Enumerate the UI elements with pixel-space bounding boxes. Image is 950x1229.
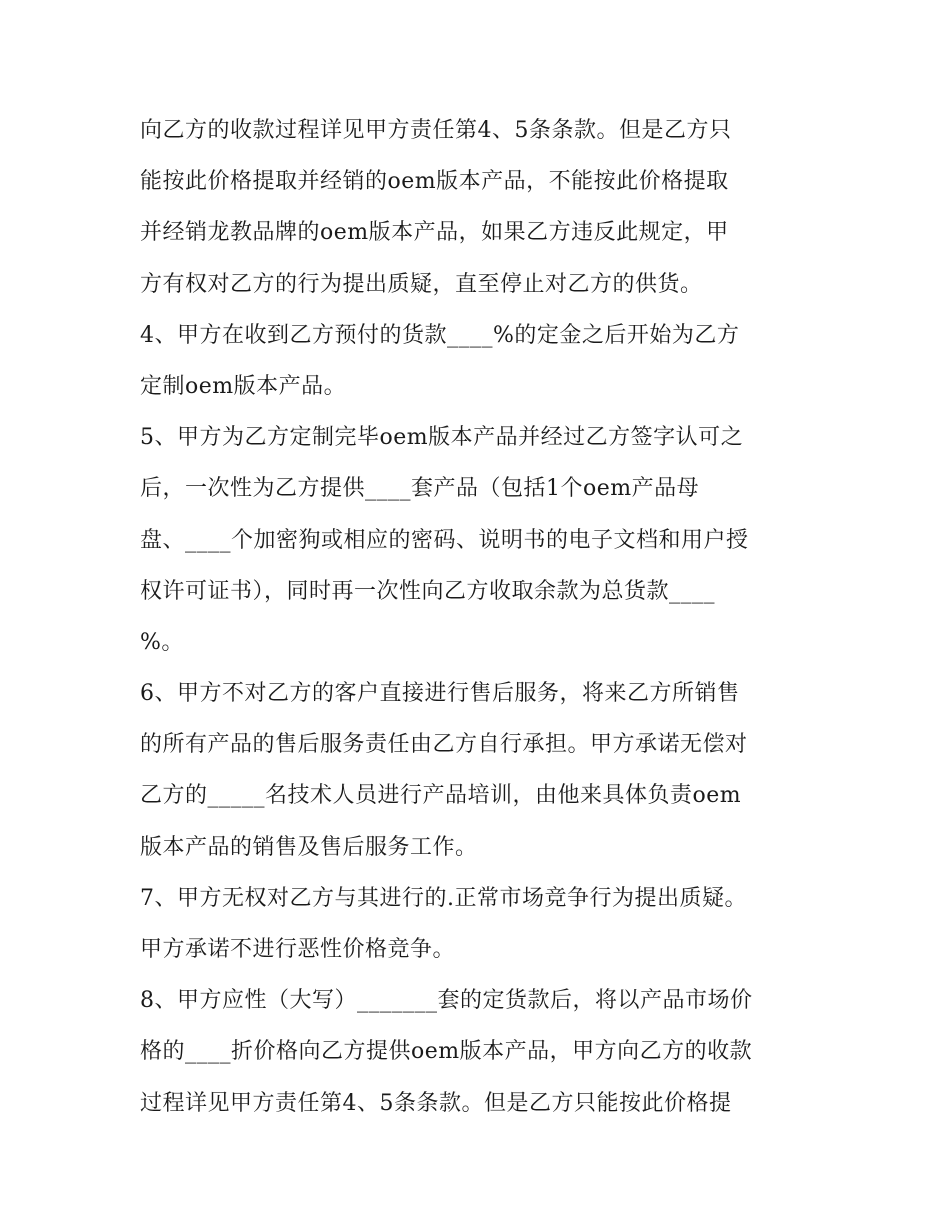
text-line: 并经销龙教品牌的oem版本产品，如果乙方违反此规定，甲 — [140, 220, 729, 246]
text-line: 过程详见甲方责任第4、5条条款。但是乙方只能按此价格提 — [140, 1090, 732, 1116]
text-line: 格的____折价格向乙方提供oem版本产品，甲方向乙方的收款 — [140, 1039, 753, 1065]
text-line: %。 — [140, 629, 184, 655]
clause-6-line: 6、甲方不对乙方的客户直接进行售后服务，将来乙方所销售 — [140, 681, 740, 707]
text-line: 版本产品的销售及售后服务工作。 — [140, 834, 478, 860]
clause-8-line: 8、甲方应性（大写）_______套的定货款后，将以产品市场价 — [140, 988, 753, 1014]
document-body — [140, 105, 820, 1129]
text-line: 的所有产品的售后服务责任由乙方自行承担。甲方承诺无偿对 — [140, 732, 748, 758]
text-line: 盘、____个加密狗或相应的密码、说明书的电子文档和用户授 — [140, 527, 749, 553]
clause-4-line: 4、甲方在收到乙方预付的货款____%的定金之后开始为乙方 — [140, 322, 740, 348]
text-line: 乙方的_____名技术人员进行产品培训，由他来具体负责oem — [140, 783, 742, 809]
clause-5-line: 5、甲方为乙方定制完毕oem版本产品并经过乙方签字认可之 — [140, 425, 744, 451]
text-line: 向乙方的收款过程详见甲方责任第4、5条条款。但是乙方只 — [140, 118, 732, 143]
text-line: 后，一次性为乙方提供____套产品（包括1个oem产品母 — [140, 476, 700, 502]
text-line: 权许可证书），同时再一次性向乙方收取余款为总货款____ — [140, 578, 716, 604]
text-line: 能按此价格提取并经销的oem版本产品，不能按此价格提取 — [140, 169, 729, 195]
text-line: 甲方承诺不进行恶性价格竞争。 — [140, 937, 456, 962]
clause-7-line: 7、甲方无权对乙方与其进行的.正常市场竞争行为提出质疑。 — [140, 885, 747, 911]
text-line: 定制oem版本产品。 — [140, 373, 347, 399]
text-line: 方有权对乙方的行为提出质疑，直至停止对乙方的供货。 — [140, 271, 703, 297]
